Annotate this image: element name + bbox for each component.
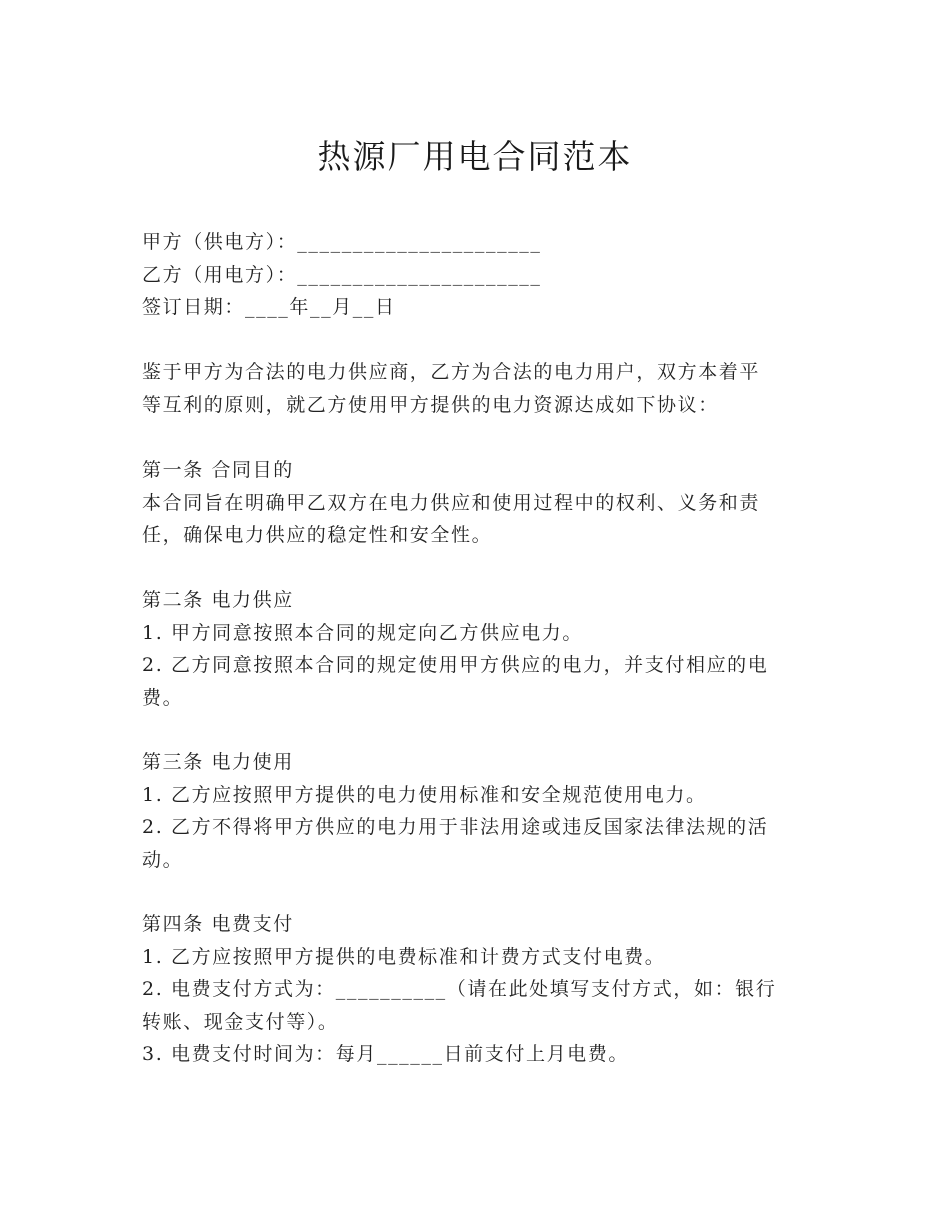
article-heading: 第四条 电费支付: [142, 913, 294, 935]
article-heading: 第一条 合同目的: [142, 459, 294, 481]
party-b-line: 乙方（用电方）：______________________: [142, 263, 542, 286]
parties-block: [142, 226, 807, 324]
article-line: 1. 甲方同意按照本合同的规定向乙方供应电力。: [142, 621, 583, 644]
article-2: [142, 584, 807, 714]
document-title: 热源厂用电合同范本: [317, 137, 633, 176]
article-line: 3. 电费支付时间为：每月______日前支付上月电费。: [142, 1043, 629, 1065]
article-line: 费。: [142, 686, 184, 709]
article-line: 2. 乙方同意按照本合同的规定使用甲方供应的电力，并支付相应的电: [142, 654, 769, 676]
article-line: 任，确保电力供应的稳定性和安全性。: [142, 524, 493, 546]
preamble-line: 等互利的原则，就乙方使用甲方提供的电力资源达成如下协议：: [142, 393, 719, 416]
preamble-block: [142, 356, 807, 421]
article-line: 本合同旨在明确甲乙双方在电力供应和使用过程中的权利、义务和责: [142, 491, 761, 514]
article-line: 2. 乙方不得将甲方供应的电力用于非法用途或违反国家法律法规的活: [142, 816, 769, 838]
article-line: 1. 乙方应按照甲方提供的电力使用标准和安全规范使用电力。: [142, 783, 707, 806]
article-4: [142, 908, 807, 1071]
article-line: 转账、现金支付等）。: [142, 1010, 339, 1033]
party-a-line: 甲方（供电方）：______________________: [142, 231, 542, 253]
preamble-line: 鉴于甲方为合法的电力供应商，乙方为合法的电力用户，双方本着平: [142, 361, 761, 383]
signing-date-line: 签订日期：____年__月__日: [142, 296, 396, 318]
article-3: [142, 746, 807, 876]
article-heading: 第二条 电力供应: [142, 589, 294, 611]
article-line: 动。: [142, 848, 184, 871]
article-1: [142, 454, 807, 552]
article-line: 1. 乙方应按照甲方提供的电费标准和计费方式支付电费。: [142, 945, 666, 968]
article-line: 2. 电费支付方式为：__________（请在此处填写支付方式，如：银行: [142, 978, 777, 1000]
article-heading: 第三条 电力使用: [142, 751, 294, 773]
